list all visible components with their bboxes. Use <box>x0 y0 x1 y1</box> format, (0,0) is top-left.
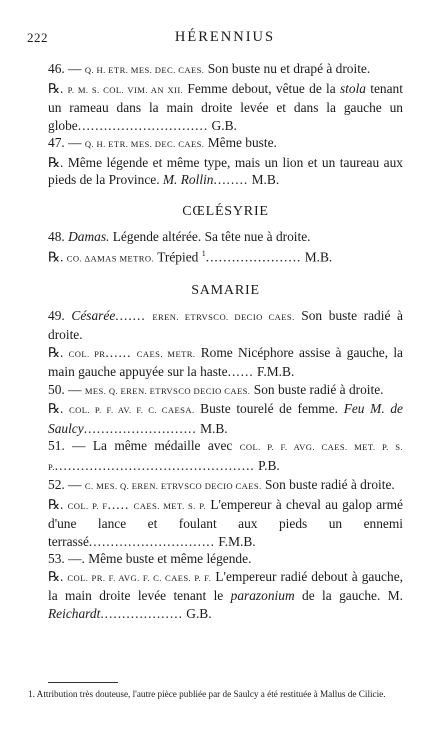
coin-legend: Q. H. ETR. MES. DEC. CAES. <box>84 139 205 149</box>
section-title-coelesyrie: CŒLÉSYRIE <box>182 203 269 219</box>
grade: M.B. <box>304 249 333 265</box>
footnote-text: Attribution très douteuse, l'autre pièce publiée par de Saulcy a été restituée à Mallus de Cilicie. <box>34 689 386 699</box>
entry-number: 48. <box>48 228 65 244</box>
entry-52-reverse: ℞. COL. P. F..... CAES. MET. S. P. L'empereur à cheval au galop armé d'une lance et foulant aux pieds un ennemi terrassé............................. F.M.B. <box>48 496 403 549</box>
grade: F.M.B. <box>218 533 256 549</box>
coin-legend: CO. ΔAMAS METRO. <box>66 253 155 264</box>
grade: G.B. <box>211 117 237 133</box>
city-name: Damas. <box>68 228 110 244</box>
entry-number: 47. <box>48 135 65 150</box>
entry-50: 50. — MES. Q. EREN. ETRVSCO DECIO CAES. Son buste radié à droite. <box>48 381 384 397</box>
entry-number: 53. <box>48 551 65 567</box>
entry-49-reverse: ℞. COL. PR...... CAES. METR. Rome Nicéphore assise à gauche, la main gauche appuyée sur la haste...... F.M.B. <box>48 344 404 380</box>
entry-number: 50. <box>48 381 65 397</box>
page-number: 222 <box>27 30 48 45</box>
entry-46-reverse: ℞. P. M. S. COL. VIM. AN XII. Femme debout, vêtue de la stola tenant un rameau dans la main droite levée et dans la gauche un globe.............................. G.B. <box>48 80 403 133</box>
reverse-mark: ℞. <box>48 568 64 584</box>
coin-legend: COL. P. F <box>67 500 108 511</box>
entry-number: 51. <box>48 438 65 454</box>
entry-51: 51. — La même médaille avec COL. P. F. AVG. CAES. MET. P. S. P............................................... P.B. <box>48 438 403 473</box>
entry-47: 47. — Q. H. ETR. MES. DEC. CAES. Même buste. <box>48 135 277 150</box>
entry-number: 46. <box>48 61 65 76</box>
reverse-mark: ℞. <box>48 496 64 512</box>
grade: G.B. <box>186 605 212 621</box>
coin-legend: P. M. S. COL. VIM. AN XII. <box>67 84 184 95</box>
city-name: Césarée <box>71 307 116 323</box>
grade: F.M.B. <box>257 364 295 380</box>
section-title-samarie: SAMARIE <box>191 282 260 298</box>
coin-legend: C. MES. Q. EREN. ETRVSCO DECIO CAES. <box>84 481 262 492</box>
entry-description: Son buste nu et drapé à droite. <box>204 61 371 76</box>
footnote-mark: 1. <box>28 689 35 699</box>
reverse-mark: ℞. <box>48 401 64 417</box>
entry-description: Légende altérée. Sa tête nue à droite. <box>109 228 311 244</box>
coin-legend: COL. P. F. AV. F. C. CAESA. <box>69 405 195 416</box>
entry-description: Même buste. <box>204 135 277 150</box>
entry-46: 46. — Q. H. ETR. MES. DEC. CAES. Son buste nu et drapé à droite. <box>48 61 371 76</box>
page-header <box>27 30 423 50</box>
coin-legend: COL. PR. F. AVG. F. C. CAES. P. F. <box>67 572 212 583</box>
entry-53-reverse: ℞. COL. PR. F. AVG. F. C. CAES. P. F. L'empereur radié debout à gauche, la main droite levée tenant le parazonium de la gauche. M. Reichardt................... G.B. <box>48 568 403 621</box>
grade: M.B. <box>200 420 228 436</box>
reverse-mark: ℞. <box>48 80 64 96</box>
reverse-mark: ℞. <box>48 154 64 170</box>
footnote-ref: 1 <box>201 249 206 258</box>
catalogue-body <box>48 60 403 622</box>
coin-legend: COL. PR <box>68 348 106 359</box>
entry-49: 49. Césarée....... EREN. ETRVSCO. DECIO CAES. Son buste radié à droite. <box>48 307 403 343</box>
reverse-mark: ℞. <box>48 249 64 265</box>
footnote-rule <box>48 682 118 683</box>
entry-53: 53. —. Même buste et même légende. <box>48 551 252 567</box>
reverse-mark: ℞. <box>48 344 64 360</box>
entry-number: 49. <box>48 307 65 323</box>
coin-legend: MES. Q. EREN. ETRVSCO DECIO CAES. <box>84 385 251 396</box>
entry-47-reverse: ℞. Même légende et même type, mais un lion et un taureau aux pieds de la Province. M. Rollin........ M.B. <box>48 154 403 187</box>
entry-48 <box>48 228 403 246</box>
coin-legend: EREN. ETRVSCO. DECIO CAES. <box>152 311 295 322</box>
grade: P.B. <box>258 457 280 473</box>
entry-48-reverse: ℞. CO. ΔAMAS METRO. Trépied $^1$...................... M.B. <box>48 249 333 265</box>
entry-50-reverse: ℞. COL. P. F. AV. F. C. CAESA. Buste tourelé de femme. Feu M. de Saulcy.......................... M.B. <box>48 401 403 436</box>
footnote <box>28 688 434 701</box>
grade: M.B. <box>251 172 280 187</box>
entry-52: 52. — C. MES. Q. EREN. ETRVSCO DECIO CAES. Son buste radié à droite. <box>48 477 395 493</box>
running-title: HÉRENNIUS <box>174 29 276 45</box>
coin-legend: COL. P. F. AVG. CAES. MET. P. S. P. <box>48 442 403 472</box>
entry-number: 52. <box>48 477 65 493</box>
coin-legend: Q. H. ETR. MES. DEC. CAES. <box>84 65 205 75</box>
